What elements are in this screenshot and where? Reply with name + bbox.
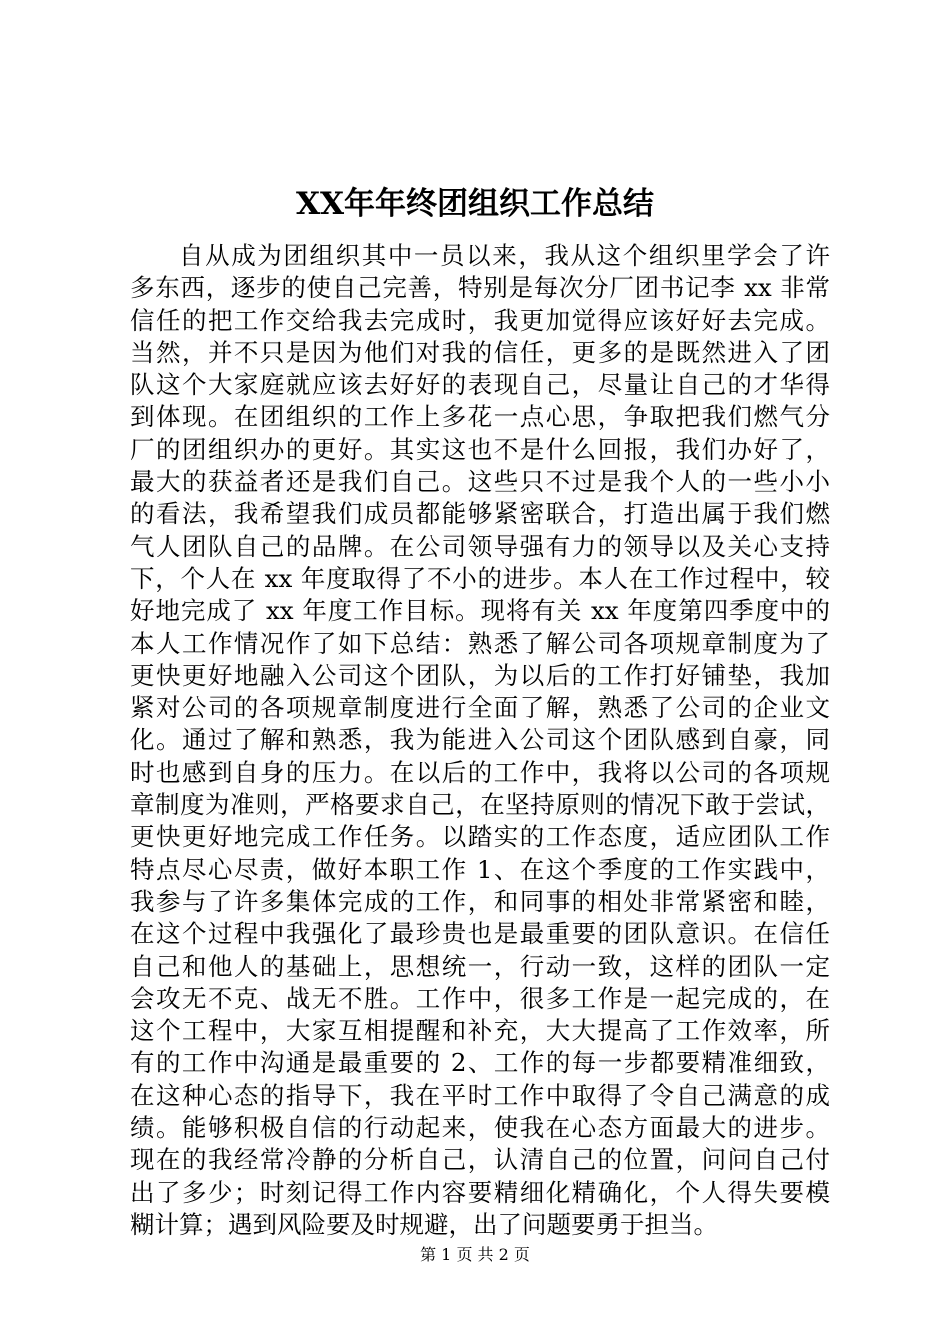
body-line: 化。通过了解和熟悉，我为能进入公司这个团队感到自豪，同 (130, 725, 830, 755)
body-line: 好地完成了 xx 年度工作目标。现将有关 xx 年度第四季度中的 (130, 596, 830, 626)
body-line: 这个工程中，大家互相提醒和补充，大大提高了工作效率，所 (130, 1016, 830, 1046)
body-line: 队这个大家庭就应该去好好的表现自己，尽量让自己的才华得 (130, 370, 830, 400)
body-line: 到体现。在团组织的工作上多花一点心思，争取把我们燃气分 (130, 402, 830, 432)
body-line: 当然，并不只是因为他们对我的信任，更多的是既然进入了团 (130, 337, 830, 367)
body-line: 紧对公司的各项规章制度进行全面了解，熟悉了公司的企业文 (130, 693, 830, 723)
body-line: 有的工作中沟通是最重要的 2、工作的每一步都要精准细致， (130, 1048, 830, 1078)
body-line: 章制度为准则，严格要求自己，在坚持原则的情况下敢于尝试， (130, 790, 830, 820)
body-line: 时也感到自身的压力。在以后的工作中，我将以公司的各项规 (130, 757, 830, 787)
body-line: 在这种心态的指导下，我在平时工作中取得了令自己满意的成 (130, 1080, 830, 1110)
body-line: 下，个人在 xx 年度取得了不小的进步。本人在工作过程中，较 (130, 563, 830, 593)
body-line: 糊计算；遇到风险要及时规避，出了问题要勇于担当。 (130, 1209, 718, 1239)
document-body (130, 240, 830, 1241)
body-line: 信任的把工作交给我去完成时，我更加觉得应该好好去完成。 (130, 305, 830, 335)
document-title: XX年年终团组织工作总结 (295, 186, 655, 222)
body-line: 会攻无不克、战无不胜。工作中，很多工作是一起完成的，在 (130, 983, 830, 1013)
body-line: 现在的我经常冷静的分析自己，认清自己的位置，问问自己付 (130, 1145, 830, 1175)
body-line: 出了多少；时刻记得工作内容要精细化精确化，个人得失要模 (130, 1177, 830, 1207)
body-line: 更快更好地完成工作任务。以踏实的工作态度，适应团队工作 (130, 822, 830, 852)
body-line: 更快更好地融入公司这个团队，为以后的工作打好铺垫，我加 (130, 660, 830, 690)
body-line: 气人团队自己的品牌。在公司领导强有力的领导以及关心支持 (130, 531, 830, 561)
body-line: 最大的获益者还是我们自己。这些只不过是我个人的一些小小 (130, 467, 830, 497)
body-line: 自己和他人的基础上，思想统一，行动一致，这样的团队一定 (130, 951, 830, 981)
body-line: 在这个过程中我强化了最珍贵也是最重要的团队意识。在信任 (130, 919, 830, 949)
page-footer: 第 1 页 共 2 页 (420, 1245, 530, 1264)
body-line: 绩。能够积极自信的行动起来，使我在心态方面最大的进步。 (130, 1113, 830, 1143)
body-line: 本人工作情况作了如下总结：熟悉了解公司各项规章制度为了 (130, 628, 830, 658)
body-line: 的看法，我希望我们成员都能够紧密联合，打造出属于我们燃 (130, 499, 830, 529)
body-line: 特点尽心尽责，做好本职工作 1、在这个季度的工作实践中， (130, 854, 830, 884)
body-line: 我参与了许多集体完成的工作，和同事的相处非常紧密和睦， (130, 886, 830, 916)
body-line: 厂的团组织办的更好。其实这也不是什么回报，我们办好了， (130, 434, 830, 464)
body-line: 多东西，逐步的使自己完善，特别是每次分厂团书记李 xx 非常 (130, 273, 830, 303)
body-line: 自从成为团组织其中一员以来，我从这个组织里学会了许 (179, 241, 830, 270)
